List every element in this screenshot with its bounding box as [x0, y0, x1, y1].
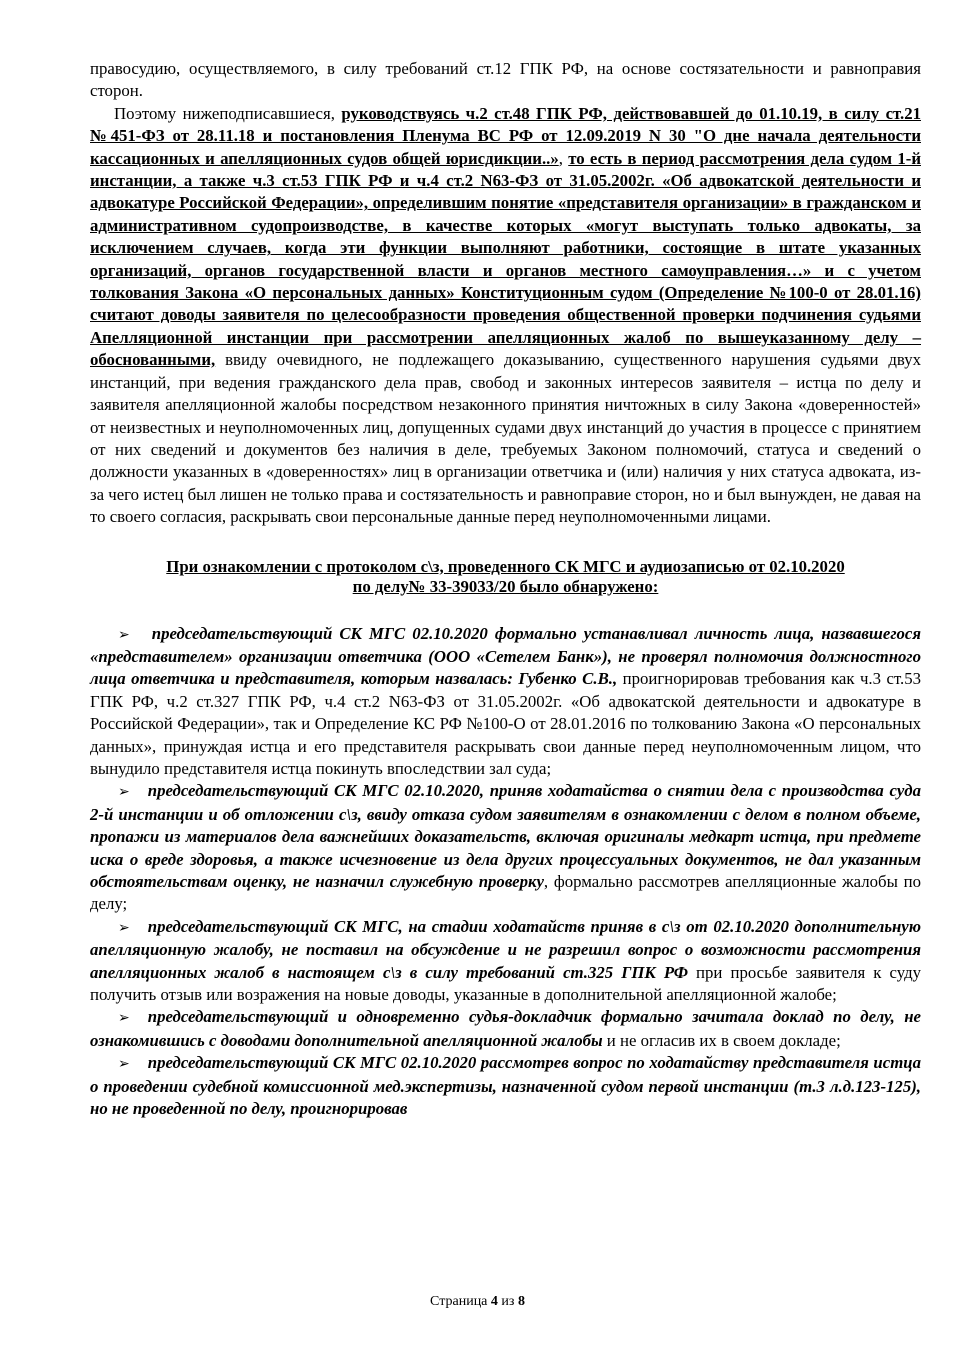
page-footer — [0, 1294, 955, 1310]
arrow-bullet-icon: ➢ — [118, 919, 130, 936]
list-item-text: и не огласив их в своем докладе; — [602, 1030, 841, 1050]
footer-prefix: Страница — [430, 1294, 491, 1309]
section-heading — [90, 557, 921, 597]
legal-basis-text: руководствуясь ч.2 ст.48 ГПК РФ, действовавшей до 01.10.19, в силу ст.21 №451-ФЗ от 28.11.18 и постановления Пленума ВС РФ от 12.09.2019 N 30 "О дне начала деятельности кассационных и апелляционных судов общей юрисдикции..» — [90, 103, 921, 168]
list-item-emphasis: председательствующий СК МГС, на стадии ходатайств приняв в с\з от 02.10.2020 дополнительную апелляционную жалобу, не поставил на обсуждение и не разрешил вопрос о возможности рассмотрения апелляционных жалоб в настоящем с\з в силу требований ст.325 ГПК РФ — [90, 916, 921, 982]
total-page-count: 8 — [517, 1294, 525, 1309]
list-item — [90, 780, 921, 915]
arrow-bullet-icon: ➢ — [118, 784, 130, 801]
comma-separator: , — [558, 148, 569, 168]
list-item-emphasis: председательствующий и одновременно судья-докладчик формально зачитала доклад по делу, не ознакомившись с доводами дополнительной апелляционной жалобы — [90, 1007, 921, 1050]
arrow-bullet-icon: ➢ — [118, 1010, 130, 1027]
list-item — [90, 916, 921, 1007]
current-page-number: 4 — [490, 1294, 498, 1309]
list-item-text: при просьбе заявителя к суду получить отзыв или возражения на новые доводы, указанные в дополнительной апелляционной жалобе; — [90, 962, 921, 1005]
footer-middle: из — [497, 1294, 518, 1309]
paragraph-main-tail: ввиду очевидного, не подлежащего доказыванию, существенного нарушения судьями двух инстанций, при ведения гражданского дела прав, свобод и законных интересов заявителя – истца по делу и заявителя апелляционной жалобы посредством незаконного принятия ничтожных в силу Закона «доверенностей» от неизвестных и неуполномоченных лиц, допущенных судами двух инстанций до участия в процессе с принятием от них сведений и документов без наличия в деле, требуемых Законом полномочий, статуса и сведений о должности указанных в «доверенностях» лиц в организации ответчика и (или) наличия у них статуса адвоката, из-за чего истец был лишен не только права и состязательность и равноправие сторон, но и был вынужден, не давая на то своего согласия, раскрывать свои персональные данные перед неуполномоченными лицами. — [90, 350, 921, 527]
arrow-bullet-icon: ➢ — [118, 1056, 130, 1073]
paragraph-continuation: правосудию, осуществляемого, в силу требований ст.12 ГПК РФ, на основе состязательности и равноправия сторон. — [90, 59, 921, 101]
list-item — [90, 1006, 921, 1052]
list-item-emphasis: председательствующий СК МГС 02.10.2020 формально устанавливал личность лица, назвавшегося «представителем» организации ответчика (ООО «Сетелем Банк»), не проверял полномочия должностного лица ответчика и представителя, которым назвалась: Губенко С.В., — [90, 623, 921, 689]
list-item-text: проигнорировав требования как ч.3 ст.53 ГПК РФ, ч.2 ст.327 ГПК РФ, ч.4 ст.2 N63-ФЗ от 31.05.2002г. «Об адвокатской деятельности и адвокатуре в Российской Федерации», так и Определение КС РФ №100-О от 28.01.2016 по толкованию Закона «О персональных данных», принуждая истца и его представителя раскрывать свои данные перед неуполномоченным лицом, что вынудило представителя истца покинуть впоследствии зал суда; — [90, 669, 921, 778]
paragraph-main — [90, 103, 921, 529]
section-heading-line-2: по делу№ 33-39033/20 было обнаружено: — [352, 576, 659, 596]
legal-basis-continued: то есть в период рассмотрения дела судом 1-й инстанции, а также ч.3 ст.53 ГПК РФ и ч.4 ст.2 N63-ФЗ от 31.05.2002г. «Об адвокатской деятельности и адвокатуре Российской Федерации», определившим понятие «представителя организации» в гражданском и административном судопроизводстве, в качестве которых «могут выступать только адвокаты, за исключением случаев, когда эти функции выполняют работники, состоящие в штате указанных организаций, органов государственной власти и органов местного самоуправления…» и с учетом толкования Закона «О персональных данных» Конституционным судом (Определение №100-0 от 28.01.16) считают доводы заявителя по целесообразности проведения общественной проверки подчинения судьями Апелляционной инстанции при рассмотрении апелляционных жалоб по вышеуказанному делу – обоснованными, — [90, 148, 921, 370]
paragraph-main-lead: Поэтому нижеподписавшиеся, — [114, 103, 342, 123]
section-heading-line-1: При ознакомлении с протоколом с\з, проведенного СК МГС и аудиозаписью от 02.10.2020 — [166, 556, 845, 576]
list-item-emphasis: председательствующий СК МГС 02.10.2020 рассмотрев вопрос по ходатайству представителя истца о проведении судебной комиссионной мед.экспертизы, назначенной судом первой инстанции (т.3 л.д.123-125), но не проведенной по делу, проигнорировав — [90, 1053, 921, 1119]
list-item-emphasis: председательствующий СК МГС 02.10.2020, приняв ходатайства о снятии дела с производства суда 2-й инстанции и об отложении с\з, ввиду отказа судом заявителям в ознакомлении с делом в полном объеме, пропажи из материалов дела важнейших доказательств, включая оригиналы медкарт истца, при предмете иска о вреде здоровья, а также исчезновение из дела других процессуальных документов, не дал указанным обстоятельствам оценку, не назначил служебную проверку — [90, 781, 921, 891]
list-item-text: , формально рассмотрев апелляционные жалобы по делу; — [90, 872, 922, 914]
document-body — [90, 58, 921, 1120]
list-item — [90, 1052, 921, 1120]
arrow-bullet-icon: ➢ — [118, 626, 130, 643]
list-item — [90, 623, 921, 781]
